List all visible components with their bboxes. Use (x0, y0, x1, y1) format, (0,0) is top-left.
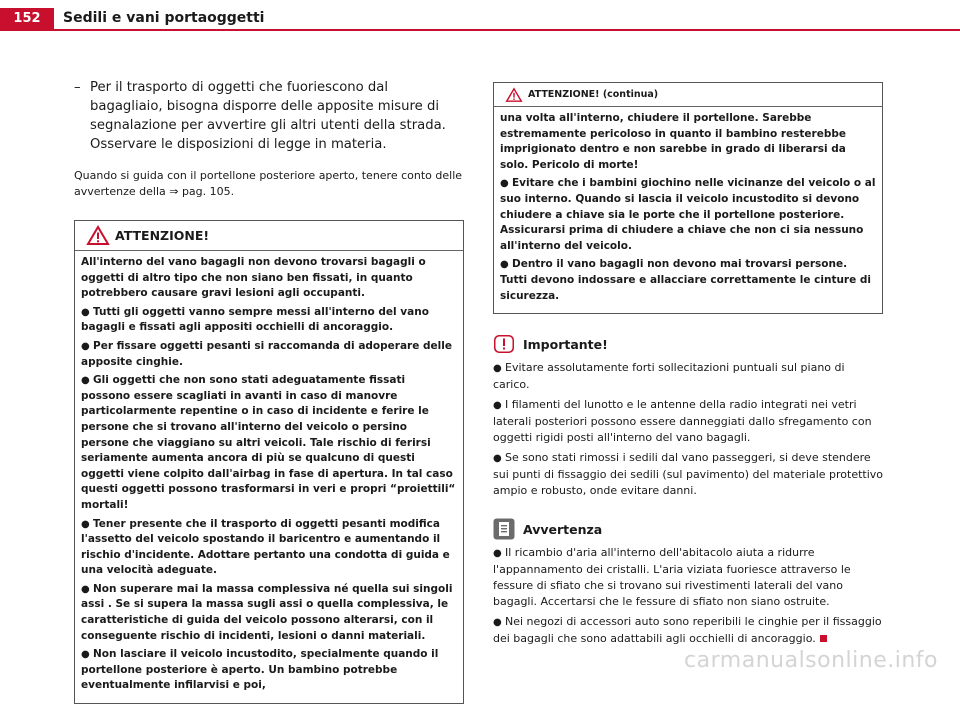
important-bullet: ● I filamenti del lunotto e le antenne della radio integrati nei vetri laterali posteriori possono essere danneggiati dallo sfregamento con oggetti rigidi posti all'interno del vano bagagli. (493, 398, 872, 445)
important-bullet: ● Evitare assolutamente forti sollecitazioni puntuali sul piano di carico. (493, 361, 845, 392)
section-end-marker (820, 635, 827, 642)
page-header (0, 0, 960, 30)
warning-bullet: ● Non superare mai la massa complessiva né quella sui singoli assi . Se si supera la massa sugli assi o quella complessiva, le caratteristiche di guida del veicolo possono alterarsi, con il conseguente rischio di incidenti, lesioni o danni materiali. (81, 582, 453, 642)
note-header (493, 517, 883, 541)
left-column (74, 78, 464, 704)
warning-triangle-icon (506, 88, 522, 102)
important-bullet: ● Se sono stati rimossi i sedili dal vano passeggeri, si deve stendere sui punti di fissaggio dei sedili (sul pavimento) del materiale protettivo ampio e robusto, onde evitare danni. (493, 451, 884, 498)
dash-list-item: – Per il trasporto di oggetti che fuoriescono dal bagagliaio, bisogna disporre delle apposite misure di segnalazione per avvertire gli altri utenti della strada. Osservare le disposizioni di legge in materia. (74, 80, 446, 152)
dash-item-text: Per il trasporto di oggetti che fuoriescono dal bagagliaio, bisogna disporre delle apposite misure di segnalazione per avvertire gli altri utenti della strada. Osservare le disposizioni di legge in materia. (90, 80, 446, 152)
note-title: Avvertenza (523, 521, 603, 537)
important-title: Importante! (523, 336, 608, 352)
warning-continued-intro: una volta all'interno, chiudere il portellone. Sarebbe estremamente pericoloso in quanto il bambino resterebbe imprigionato dentro e non sarebbe in grado di liberarsi da solo. Pericolo di morte! (500, 112, 847, 171)
warning-bullet: ● Tutti gli oggetti vanno sempre messi all'interno del vano bagagli e fissati agli appositi occhielli di ancoraggio. (81, 305, 429, 334)
right-column (493, 82, 883, 647)
page-number: 152 (0, 8, 54, 30)
warning-box (74, 220, 464, 704)
warning-triangle-icon (87, 226, 109, 245)
note-icon (493, 518, 515, 540)
exclamation-icon (493, 334, 515, 354)
important-header (493, 332, 883, 356)
warning-intro: All'interno del vano bagagli non devono trovarsi bagagli o oggetti di altro tipo che non siano ben fissati, in quanto potrebbero causare gravi lesioni agli occupanti. (81, 256, 426, 300)
warning-bullet: ● Per fissare oggetti pesanti si raccomanda di adoperare delle apposite cinghie. (81, 339, 452, 368)
warning-header (75, 221, 463, 251)
page-title: Sedili e vani portaoggetti (63, 10, 265, 26)
warning-bullet: ● Dentro il vano bagagli non devono mai trovarsi persone. Tutti devono indossare e allacciare correttamente le cinture di sicurezza. (500, 258, 872, 302)
header-divider (0, 29, 960, 31)
warning-continued-box (493, 82, 883, 314)
warning-continued-title: ATTENZIONE! (continua) (528, 89, 659, 100)
warning-title: ATTENZIONE! (115, 228, 210, 243)
intro-paragraph: Quando si guida con il portellone posteriore aperto, tenere conto delle avvertenze della ⇒ pag. 105. (74, 169, 463, 198)
note-bullet: ● Nei negozi di accessori auto sono reperibili le cinghie per il fissaggio dei bagagli che sono adattabili agli occhielli di ancoraggio. (493, 615, 882, 646)
warning-bullet: ● Evitare che i bambini giochino nelle vicinanze del veicolo o al suo interno. Quando si lascia il veicolo incustodito si devono chiudere a chiave sia le porte che il portellone posteriore. Assicurarsi prima di chiudere a chiave che non ci sia nessuno all'interno del veicolo. (500, 177, 876, 252)
warning-continued-header (494, 83, 882, 107)
warning-bullet: ● Non lasciare il veicolo incustodito, specialmente quando il portellone posteriore è aperto. Un bambino potrebbe eventualmente infilarvisi e poi, (81, 648, 439, 692)
warning-bullet: ● Gli oggetti che non sono stati adeguatamente fissati possono essere scagliati in avanti in caso di manovre particolarmente repentine o in caso di incidente e ferire le persone che si trovano all'interno del veicolo o persino persone che viaggiano su altri veicoli. Tale rischio di ferirsi seriamente aumenta ancora di più se qualcuno di questi oggetti viene colpito dall'airbag in fase di apertura. In tal caso questi oggetti possono trasformarsi in veri e propri “proiettili“ mortali! (81, 374, 456, 511)
note-bullet: ● Il ricambio d'aria all'interno dell'abitacolo aiuta a ridurre l'appannamento dei cristalli. L'aria viziata fuoriesce attraverso le fessure di sfiato che si trovano sui rivestimenti laterali del vano bagagli. Accertarsi che le fessure di sfiato non siano ostruite. (493, 546, 851, 609)
warning-body (75, 251, 463, 703)
watermark: carmanualsonline.info (684, 648, 938, 673)
warning-bullet: ● Tener presente che il trasporto di oggetti pesanti modifica l'assetto del veicolo spostando il baricentro e aumentando il rischio d'incidente. Adottare pertanto una condotta di guida e una velocità adeguate. (81, 517, 450, 577)
warning-continued-body (494, 107, 882, 313)
